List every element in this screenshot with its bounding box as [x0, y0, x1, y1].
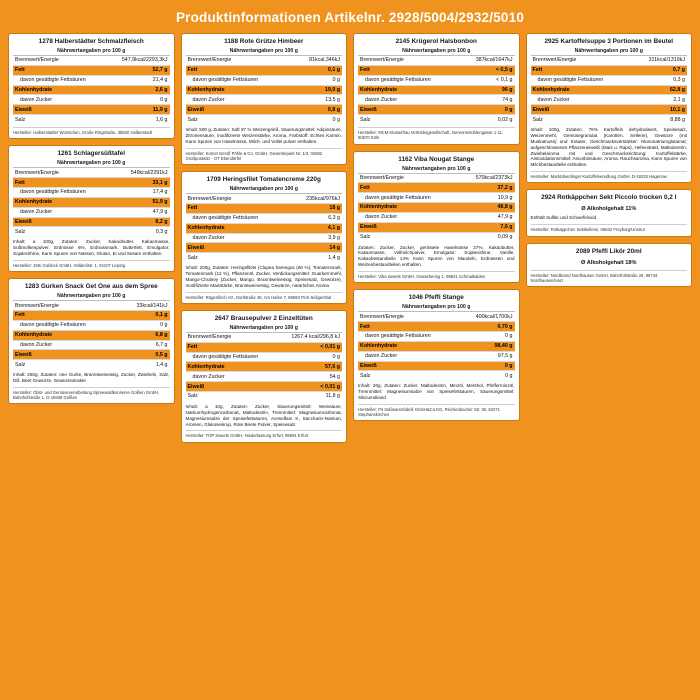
product-card [353, 151, 520, 284]
nutrition-key: Eiweiß [358, 105, 459, 115]
nutrition-key: Salz [13, 360, 120, 369]
nutrition-table [13, 167, 170, 236]
nutrition-table [186, 55, 343, 124]
nutrition-value: 19,0 g [292, 85, 342, 95]
nutrition-heading: Nährwertangaben pro 100 g [57, 160, 126, 167]
nutrition-value: 6,7 g [120, 340, 170, 350]
product-title: 1046 Pfeffi Stange [408, 294, 464, 302]
divider [531, 224, 688, 225]
nutrition-heading: Nährwertangaben pro 100 g [574, 48, 643, 54]
nutrition-key: Kohlenhydrate [531, 85, 633, 95]
nutrition-key: davon gesättigte Fettsäuren [358, 75, 459, 85]
nutrition-value: 387kcal/1647kJ [459, 56, 514, 66]
divider [358, 127, 515, 128]
nutrition-value: 97,5 g [459, 351, 514, 361]
nutrition-key: Fett [358, 322, 459, 332]
nutrition-key: davon Zucker [186, 95, 293, 105]
nutrition-value: 6,8 g [120, 330, 170, 340]
nutrition-value: 0,5 g [120, 350, 170, 360]
nutrition-key: Eiweiß [186, 382, 278, 392]
nutrition-value: 54 g [277, 372, 342, 382]
product-card [526, 33, 693, 183]
nutrition-key: davon gesättigte Fettsäuren [13, 187, 114, 197]
product-card [526, 243, 693, 288]
nutrition-value: 0,3 g [632, 75, 687, 85]
divider [186, 430, 343, 431]
nutrition-value: 7,6 g [459, 222, 514, 232]
page-title: Produktinformationen Artikelnr. 2928/5004/2932/5010 [175, 10, 525, 25]
nutrition-key: davon gesättigte Fettsäuren [186, 213, 290, 223]
nutrition-key: Kohlenhydrate [358, 85, 459, 95]
nutrition-heading: Nährwertangaben pro 100 g [229, 324, 298, 331]
product-title: 1188 Rote Grütze Himbeer [224, 38, 304, 45]
nutrition-key: Eiweiß [13, 350, 120, 360]
manufacturer-address: Hersteller: Pit Süßwarenfabrik GmbH&Co.KG, Reichenbacher Str. 36, 63271 Stephanskirchen [358, 406, 500, 418]
nutrition-heading: Nährwertangaben pro 100 g [402, 165, 471, 172]
nutrition-key: Fett [531, 65, 633, 75]
nutrition-key: Salz [186, 392, 278, 401]
nutrition-key: Salz [358, 232, 459, 241]
product-card [181, 33, 348, 165]
nutrition-key: davon gesättigte Fettsäuren [531, 75, 633, 85]
nutrition-value: 0 g [459, 105, 514, 115]
product-title: 1283 Gurken Snack Get One aus dem Spree [24, 283, 158, 291]
nutrition-value: 0 g [459, 371, 514, 380]
nutrition-value: 4,1 g [289, 223, 342, 233]
nutrition-value: 0 g [459, 361, 514, 371]
ingredients-text: Inhalt: 20g, Zutaten: Zucker, Maltodextrin, Minzöl, Menthol, Pfefferminzöl, Trennmittel: Magnesiumsalze von Speisefettsäuren, Säuerungsmittel: Siliciumdioxid [358, 383, 515, 401]
product-title: 2924 Rotkäppchen Sekt Piccolo trocken 0,2 l [541, 194, 677, 202]
nutrition-key: davon gesättigte Fettsäuren [186, 75, 293, 85]
nutrition-heading: Nährwertangaben pro 100 g [57, 293, 126, 300]
nutrition-table [358, 55, 515, 124]
nutrition-heading: Nährwertangaben pro 100 g [229, 48, 298, 54]
nutrition-heading: Nährwertangaben pro 100 g [57, 48, 126, 54]
product-title: 1278 Halberstädter Schmalzfleisch [38, 38, 144, 45]
nutrition-table [186, 193, 343, 262]
product-title: 2145 Krügerol Halsbonbon [395, 38, 477, 45]
divider [358, 404, 515, 405]
nutrition-value: 0 g [107, 95, 170, 105]
nutrition-value: 48,8 g [459, 203, 514, 213]
nutrition-value: 51,9 g [114, 197, 169, 207]
nutrition-key: Fett [186, 342, 278, 352]
nutrition-value: 235kcal/976kJ [289, 194, 342, 204]
nutrition-value: 0 g [277, 352, 342, 362]
nutrition-key: Eiweiß [13, 217, 114, 227]
nutrition-key: davon Zucker [186, 372, 278, 382]
nutrition-value: 81kcal,346kJ [292, 56, 342, 66]
product-title: 2089 Pfeffi Likör 20ml [575, 247, 642, 255]
nutrition-heading: Nährwertangaben pro 100 g [402, 304, 471, 311]
nutrition-value: < 0,1 g [459, 75, 514, 85]
product-title: 2925 Kartoffelsuppe 3 Portionen im Beutel [544, 38, 674, 45]
product-card [8, 145, 175, 272]
nutrition-key: Brennwert/Energie [186, 56, 293, 66]
nutrition-key: davon Zucker [358, 95, 459, 105]
nutrition-key: davon Zucker [358, 212, 459, 222]
product-card [8, 278, 175, 404]
nutrition-key: davon Zucker [358, 351, 459, 361]
nutrition-value: 57,6 g [277, 362, 342, 372]
nutrition-value: 0,1 g [120, 311, 170, 321]
ingredients-text: Inhalt: a 10g, Zutaten: Zucker, Säuerungsmittel: Weinsäure, Natriumhydrogencarbonat, Maltodextrin, Trennmittel: Magnesiumcarbonat, Magnesiumsalze der Speisefettsäuren, Aceselfam K, Saccharin-Natrium, Aromen, Glukosesirup, Rote Beete Pulver, Speisesalz [185, 403, 342, 427]
nutrition-value: 62,8 g [632, 85, 687, 95]
nutrition-key: Fett [358, 65, 459, 75]
nutrition-value: 96 g [459, 85, 514, 95]
nutrition-key: Fett [13, 65, 107, 75]
product-card [181, 171, 348, 304]
nutrition-heading: Nährwertangaben pro 100 g [402, 48, 471, 54]
nutrition-value: 0,3 g [114, 227, 169, 236]
nutrition-key: davon gesättigte Fettsäuren [13, 75, 107, 85]
product-card [353, 33, 520, 145]
page-bottom-spacer [8, 443, 692, 451]
nutrition-value: 2,6 g [107, 85, 170, 95]
ingredients-text: Zutaten: Zucker, Zucker, geröstete Haselnüsse 27%, Kakaobutter, Kakaomasse, Vollmilchpulver, Emulgator: Sojalecithine, Vanille, Kakaobestandteile 14% Kann Spuren von Mandeln, Erdnüssen und Weizenbestandteilen enthalten. [358, 244, 515, 268]
nutrition-key: Kohlenhydrate [186, 85, 293, 95]
nutrition-table [13, 300, 170, 369]
product-title: 2647 Brausepulver 2 Einzeltüten [214, 314, 313, 322]
nutrition-key: Eiweiß [186, 105, 293, 115]
nutrition-key: Kohlenhydrate [13, 330, 120, 340]
nutrition-key: Brennwert/Energie [13, 56, 107, 66]
nutrition-key: Salz [186, 253, 290, 262]
ingredients-text: Inhalt: 250g, Zutaten: one Gurke, Branntweinessig, Zucker, Zwiebeln, Salz, Dill, Beet Gewürze, Gewürzextrakte [13, 372, 170, 384]
nutrition-value: 98,40 g [459, 341, 514, 351]
manufacturer-address: Hersteller: Nordbrand Nordhausen GmbH, Bahnhofstraße 28, 99734 Nordhausen/Harz [530, 272, 658, 283]
alcohol-content: Ø Alkoholgehalt 18% [581, 259, 637, 266]
divider [13, 260, 170, 261]
nutrition-value: 11,8 g [277, 392, 342, 401]
divider [13, 127, 170, 128]
nutrition-value: 1267,4 kcal/296,8 kJ [277, 332, 342, 342]
nutrition-key: davon Zucker [186, 233, 290, 243]
nutrition-value: 52,7 g [107, 65, 170, 75]
nutrition-key: davon gesättigte Fettsäuren [13, 320, 120, 330]
nutrition-value: 0,70 g [459, 322, 514, 332]
nutrition-key: Fett [186, 65, 293, 75]
nutrition-value: 549kcal/2291kJ [114, 168, 169, 178]
nutrition-key: Salz [358, 371, 459, 380]
nutrition-value: 33kcal/141kJ [120, 301, 170, 311]
nutrition-value: 37,2 g [459, 183, 514, 193]
nutrition-table [531, 55, 688, 124]
ingredients-text: Inhalt: 200g, Zutaten: Heringsfilets (Clupea harengus (60 %), Tomatenmark, Tomatenmark (12 %), Pflanzenöl, Zucker, Verdickungsmittel: Guarkernmehl, Mango-Chutney (Zucker, Mango, Branntweinessig, Speisesalz, Gewürze), modifizierte Maisstärke, Branntweinessig, Gewürze, natürliches Aroma [185, 265, 342, 288]
nutrition-value: 570kcal/2373kJ [459, 173, 514, 183]
column-2 [181, 33, 348, 443]
nutrition-value: 0,8 g [292, 105, 342, 115]
divider [531, 171, 688, 172]
nutrition-key: Brennwert/Energie [186, 332, 278, 342]
nutrition-key: Fett [358, 183, 459, 193]
ingredients-text: Inhalt: 500 g, Zutaten: Saft 97 % Weizengrieß, Säuerungsmittel: Adipinsäure, Zitronensäure, modifizierte Weizenstärke, Aroma, Farbstoff: Echtes Karmin. Kann Spuren von Haselnüsse, Milch- und Vollei pulver enthalten. [185, 127, 342, 144]
product-card [8, 33, 175, 139]
nutrition-key: Salz [13, 227, 114, 236]
nutrition-value: 0 g [292, 115, 342, 124]
nutrition-key: Fett [13, 178, 114, 188]
nutrition-table [358, 173, 515, 242]
nutrition-key: Salz [186, 115, 293, 124]
nutrition-value: 400kcal/1700kJ [459, 312, 514, 322]
manufacturer-address: Hersteller: Rügenfisch AG, Dorfstraße 48, Am Hafen 7, 98593 Floh-Seligenthal [185, 294, 332, 300]
nutrition-key: davon Zucker [13, 207, 114, 217]
nutrition-value: 0,02 g [459, 115, 514, 124]
cards-grid [8, 33, 692, 443]
nutrition-value: 3,9 g [289, 233, 342, 243]
column-4 [526, 33, 693, 287]
manufacturer-address: Hersteller: Obst- und Gemüseverarbeitung Spreewaldkonserve Golßen GmbH, Bahnhofstraße 1, D-15938 Golßen [13, 389, 160, 401]
nutrition-value: 10,9 g [459, 193, 514, 203]
alcohol-content: Ø Alkoholgehalt 11% [581, 206, 637, 213]
nutrition-key: davon gesättigte Fettsäuren [358, 193, 459, 203]
nutrition-table [186, 332, 343, 401]
nutrition-key: Kohlenhydrate [358, 341, 459, 351]
nutrition-value: 0 g [120, 320, 170, 330]
nutrition-table [358, 311, 515, 380]
nutrition-value: < 0,01 g [277, 382, 342, 392]
divider [531, 270, 688, 271]
nutrition-key: davon gesättigte Fettsäuren [186, 352, 278, 362]
nutrition-key: Eiweiß [13, 105, 107, 115]
nutrition-value: 11,9 g [107, 105, 170, 115]
manufacturer-address: Hersteller: TOP Sweets GmbH, Niederlassung Erfurt, 99091 Erfurt [185, 433, 309, 439]
nutrition-key: Salz [531, 115, 633, 124]
ingredients-text: Inhalt: 100g, Zutaten: 76% Kartoffeln dehydratisiert, Speisesalz, Weizenmehl, Gemüsegranulat (Karotten, Sellerie), Gewürze (mit Muskatnuss) und Kräuter, Geschmacksverstärker: Mononatriumglutamat; aufgeschlossenes Pflanzeneiweiß (Mais u. Raps), Hefeextrakt, Maltodextrin, Zwiebelaroma mit und Geschmacksrichtung: Kartoffelstärke, Antioxidationsmittel: Ascorbinsäure, Aroma, Rauchsaroma, Kann Spuren von Milchbestandteile enthalten. [530, 127, 687, 168]
ingredients-text: Inhalt: a 100g, Zutaten: Zucker, Kakaobutter, Kakaomasse, Süßmolkenpulver, Erdnüsse 6%, Erdnussmark, Butterfett, Emulgator: Sojalecithine, Kann Spuren von Nüssen, Glutan, Ei und Sesam enthalten. [13, 239, 170, 257]
divider [13, 387, 170, 388]
nutrition-value: 1,4 g [120, 360, 170, 369]
product-card [181, 310, 348, 443]
nutrition-value: 1,6 g [107, 115, 170, 124]
nutrition-value: 0 g [292, 75, 342, 85]
manufacturer-address: Hersteller: Komet Gerolf Pöhle & Co. GmbH, Gewerbepark Nr. 1/3, 02892 Großpostwitz - OT Ebendörfel [185, 150, 323, 161]
product-title: 1162 Viba Nougat Stange [398, 155, 475, 163]
nutrition-key: Brennwert/Energie [358, 56, 459, 66]
manufacturer-address: Hersteller: Marktoberdinger Kartoffelveredlung GmbH, D-19230 Hagenow [530, 174, 667, 180]
manufacturer-address: Hersteller: Rotkäppchen Sektkellerei, 06632 Freyburg/Unstrut [530, 227, 645, 233]
manufacturer-address: Hersteller: MCM Klosterfrau Vertriebsgesellschaft, Gereonsmühlengasse 1-11, 50670 Köln [358, 130, 504, 141]
nutrition-value: 311kcal/1319kJ [632, 56, 687, 66]
nutrition-value: 13,5 g [292, 95, 342, 105]
nutrition-value: 47,9 g [114, 207, 169, 217]
nutrition-key: davon Zucker [13, 95, 107, 105]
nutrition-value: 0,1 g [292, 65, 342, 75]
nutrition-value: 547,9kcal/2293,3kJ [107, 56, 170, 66]
product-card [353, 289, 520, 421]
nutrition-value: 6,3 g [289, 213, 342, 223]
nutrition-key: Brennwert/Energie [531, 56, 633, 66]
nutrition-key: Kohlenhydrate [186, 362, 278, 372]
divider [186, 292, 343, 293]
nutrition-key: davon Zucker [531, 95, 633, 105]
nutrition-key: Kohlenhydrate [358, 203, 459, 213]
nutrition-key: Fett [13, 311, 120, 321]
divider [358, 271, 515, 272]
nutrition-key: Eiweiß [531, 105, 633, 115]
product-card [526, 189, 693, 236]
manufacturer-address: Hersteller: Zetti Goldeck GmbH, Hölderlistr. 1, 04107 Leipzig [13, 262, 126, 268]
product-title: 1261 Schlagersüßtafel [57, 150, 125, 158]
nutrition-heading: Nährwertangaben pro 100 g [229, 186, 298, 193]
nutrition-key: davon Zucker [13, 340, 120, 350]
nutrition-key: Brennwert/Energie [13, 168, 114, 178]
nutrition-key: Kohlenhydrate [13, 85, 107, 95]
nutrition-value: 18 g [289, 204, 342, 214]
column-1 [8, 33, 175, 404]
nutrition-value: < 0,01 g [277, 342, 342, 352]
nutrition-value: < 0,5 g [459, 65, 514, 75]
nutrition-value: 74 g [459, 95, 514, 105]
manufacturer-address: Hersteller: Halberstädter Würstchen, Große Ringstraße, 38820 Halberstadt [13, 130, 152, 136]
nutrition-key: Kohlenhydrate [186, 223, 290, 233]
nutrition-value: 14 g [289, 243, 342, 253]
nutrition-value: 47,9 g [459, 212, 514, 222]
allergen-note: Enthält Sulfite und Schwefeloxid [530, 215, 597, 221]
nutrition-value: 21,4 g [107, 75, 170, 85]
nutrition-key: Eiweiß [186, 243, 290, 253]
nutrition-value: 33,1 g [114, 178, 169, 188]
nutrition-value: 0,09 g [459, 232, 514, 241]
nutrition-value: 0,7 g [632, 65, 687, 75]
product-title: 1709 Heringsfilet Tomatencreme 220g [206, 176, 321, 184]
nutrition-key: Salz [358, 115, 459, 124]
nutrition-value: 10,1 g [632, 105, 687, 115]
nutrition-table [13, 55, 170, 124]
nutrition-key: Brennwert/Energie [358, 312, 459, 322]
nutrition-value: 8,2 g [114, 217, 169, 227]
nutrition-key: davon gesättigte Fettsäuren [358, 332, 459, 342]
column-3 [353, 33, 520, 421]
nutrition-value: 2,1 g [632, 95, 687, 105]
nutrition-key: Fett [186, 204, 290, 214]
nutrition-key: Eiweiß [358, 361, 459, 371]
nutrition-value: 17,4 g [114, 187, 169, 197]
nutrition-key: Eiweiß [358, 222, 459, 232]
manufacturer-address: Hersteller: Viba sweets GmbH, Gewerbering 1, 98631 Schmalkalden [358, 274, 486, 280]
nutrition-value: 8,88 g [632, 115, 687, 124]
divider [186, 148, 343, 149]
nutrition-key: Brennwert/Energie [186, 194, 290, 204]
nutrition-key: Salz [13, 115, 107, 124]
nutrition-key: Brennwert/Energie [13, 301, 120, 311]
nutrition-key: Brennwert/Energie [358, 173, 459, 183]
nutrition-value: 1,4 g [289, 253, 342, 262]
nutrition-key: Kohlenhydrate [13, 197, 114, 207]
nutrition-value: 0 g [459, 332, 514, 342]
